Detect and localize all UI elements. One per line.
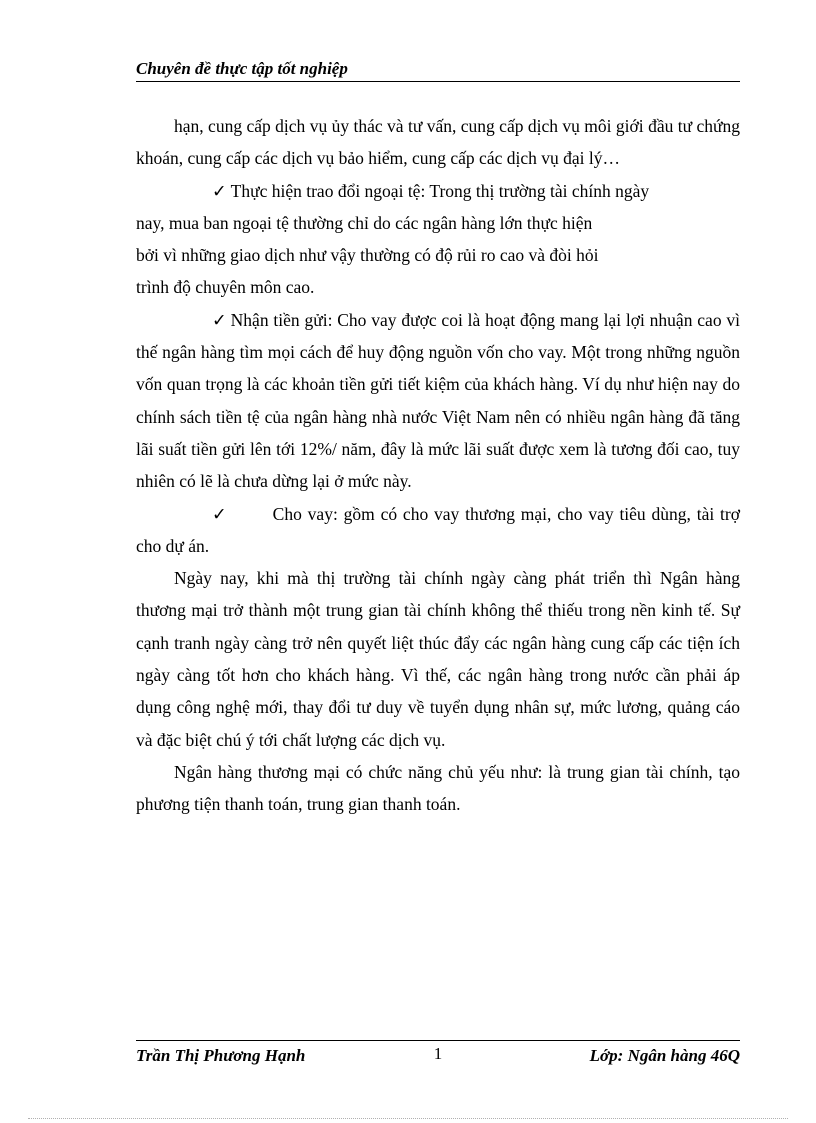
- bullet-line: nay, mua ban ngoại tệ thường chỉ do các ngân hàng lớn thực hiện: [136, 212, 593, 233]
- checkmark-icon: ✓: [212, 180, 227, 201]
- page-number: 1: [433, 1044, 443, 1063]
- checkmark-icon: ✓: [212, 309, 227, 330]
- page-bottom-divider: [28, 1118, 788, 1119]
- bullet-lending: [136, 498, 740, 563]
- bullet-line: Thực hiện trao đổi ngoại tệ: Trong thị trường tài chính ngày: [230, 180, 650, 201]
- bullet-deposits: [136, 304, 740, 498]
- page-header: [136, 58, 740, 82]
- bullet-text: Nhận tiền gửi: Cho vay được coi là hoạt động mang lại lợi nhuận cao vì thế ngân hàng tìm mọi cách để huy động nguồn vốn cho vay. Một trong những nguồn vốn quan trọng là các khoản tiền gửi tiết kiệm của khách hàng. Ví dụ như hiện nay do chính sách tiền tệ của ngân hàng nhà nước Việt Nam nên có nhiều ngân hàng đã tăng lãi suất tiền gửi lên tới 12%/ năm, đây là mức lãi suất được xem là tương đối cao, tuy nhiên có lẽ là chưa dừng lại ở mức này.: [136, 309, 740, 492]
- bullet-line: trình độ chuyên môn cao.: [136, 277, 315, 298]
- header-title: Chuyên đề thực tập tốt nghiệp: [136, 59, 348, 78]
- page-content: [136, 110, 740, 821]
- paragraph-development: Ngày nay, khi mà thị trường tài chính ngày càng phát triển thì Ngân hàng thương mại trở thành một trung gian tài chính không thể thiếu trong nền kinh tế. Sự cạnh tranh ngày càng trở nên quyết liệt thúc đẩy các ngân hàng cung cấp các tiện ích ngày càng tốt hơn cho khách hàng. Vì thế, các ngân hàng trong nước cần phải áp dụng công nghệ mới, thay đổi tư duy về tuyển dụng nhân sự, mức lương, quảng cáo và đặc biệt chú ý tới chất lượng các dịch vụ.: [136, 568, 740, 750]
- paragraph-services: hạn, cung cấp dịch vụ ủy thác và tư vấn, cung cấp dịch vụ môi giới đầu tư chứng khoán, cung cấp các dịch vụ bảo hiểm, cung cấp các dịch vụ đại lý…: [136, 116, 740, 169]
- page-footer: [136, 1040, 740, 1069]
- paragraph-functions: Ngân hàng thương mại có chức năng chủ yếu như: là trung gian tài chính, tạo phương tiện thanh toán, trung gian thanh toán.: [136, 761, 740, 815]
- checkmark-icon: ✓: [212, 503, 227, 524]
- bullet-line: bởi vì những giao dịch như vậy thường có độ rủi ro cao và đòi hỏi: [136, 245, 599, 266]
- footer-author: Trần Thị Phương Hạnh: [136, 1046, 306, 1065]
- bullet-foreign-exchange: [136, 175, 666, 304]
- footer-class: Lớp: Ngân hàng 46Q: [589, 1046, 740, 1065]
- bullet-text: Cho vay: gồm có cho vay thương mại, cho vay tiêu dùng, tài trợ cho dự án.: [136, 503, 740, 556]
